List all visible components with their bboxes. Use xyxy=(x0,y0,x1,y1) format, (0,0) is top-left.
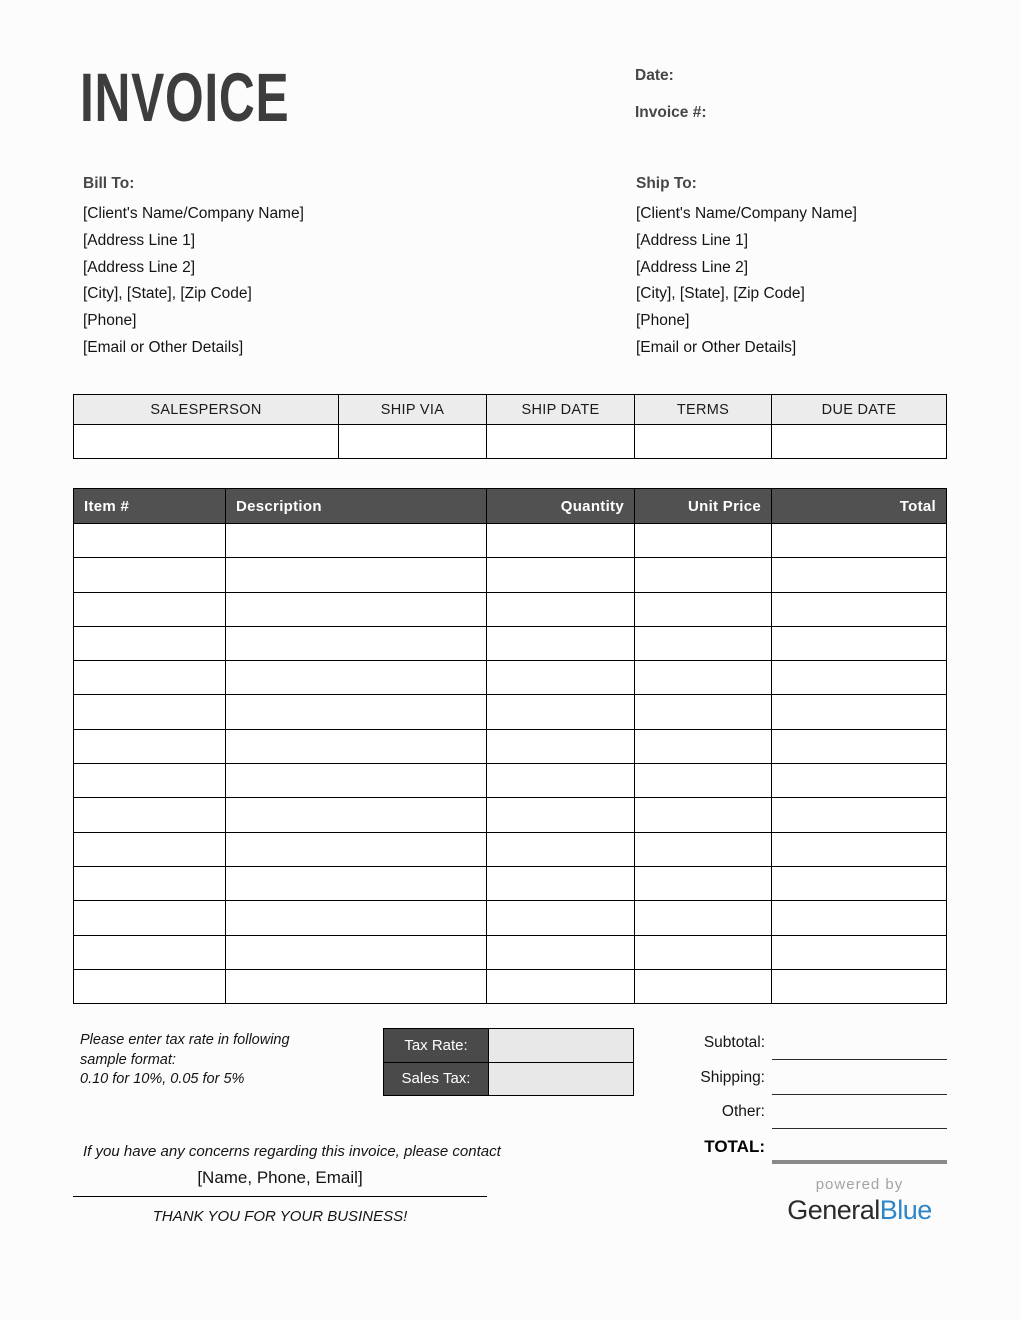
item-cell[interactable] xyxy=(226,626,487,660)
item-cell[interactable] xyxy=(772,626,947,660)
bill-to-line[interactable]: [Email or Other Details] xyxy=(83,338,244,356)
items-header-row xyxy=(74,489,947,524)
tax-note-line: sample format: xyxy=(80,1051,176,1068)
item-cell[interactable] xyxy=(74,695,226,729)
item-cell[interactable] xyxy=(635,969,772,1003)
item-cell[interactable] xyxy=(635,866,772,900)
sales-tax-input[interactable] xyxy=(489,1062,634,1096)
ship-to-line[interactable]: [Email or Other Details] xyxy=(636,338,797,356)
item-cell[interactable] xyxy=(74,626,226,660)
item-cell[interactable] xyxy=(226,832,487,866)
subtotal-row xyxy=(640,1026,947,1060)
item-cell[interactable] xyxy=(226,729,487,763)
table-row xyxy=(74,425,947,459)
item-cell[interactable] xyxy=(74,969,226,1003)
table-row xyxy=(74,695,947,729)
ship-to-line[interactable]: [Client's Name/Company Name] xyxy=(636,205,857,222)
table-row xyxy=(74,866,947,900)
shipping-field[interactable] xyxy=(772,1060,947,1094)
item-cell[interactable] xyxy=(487,524,635,558)
ship-via-header: SHIP VIA xyxy=(339,395,487,425)
bill-to-label: Bill To: xyxy=(83,175,135,192)
salesperson-header: SALESPERSON xyxy=(74,395,339,425)
item-cell[interactable] xyxy=(74,592,226,626)
item-cell[interactable] xyxy=(487,969,635,1003)
brand-blue-text: Blue xyxy=(879,1195,932,1225)
table-row xyxy=(74,901,947,935)
item-number-header: Item # xyxy=(74,489,226,524)
table-row xyxy=(74,798,947,832)
table-row xyxy=(74,524,947,558)
total-label: TOTAL: xyxy=(704,1136,765,1156)
contact-field[interactable]: [Name, Phone, Email] xyxy=(73,1168,487,1197)
table-row xyxy=(74,626,947,660)
items-table-body xyxy=(74,524,947,1004)
shipping-row xyxy=(640,1060,947,1094)
shipping-header-row xyxy=(74,395,947,425)
item-cell[interactable] xyxy=(226,524,487,558)
shipping-info-table xyxy=(73,394,947,459)
other-field[interactable] xyxy=(772,1095,947,1129)
general-blue-logo xyxy=(772,1176,947,1226)
total-field[interactable] xyxy=(772,1129,947,1163)
total-row xyxy=(640,1129,947,1163)
item-cell[interactable] xyxy=(74,729,226,763)
ship-to-line[interactable]: [Address Line 2] xyxy=(636,258,749,276)
item-cell[interactable] xyxy=(635,832,772,866)
subtotal-label: Subtotal: xyxy=(703,1034,765,1052)
item-cell[interactable] xyxy=(635,524,772,558)
item-cell[interactable] xyxy=(226,866,487,900)
item-cell[interactable] xyxy=(74,901,226,935)
item-cell[interactable] xyxy=(487,558,635,592)
quantity-header: Quantity xyxy=(487,489,635,524)
item-cell[interactable] xyxy=(772,798,947,832)
tax-note-line: Please enter tax rate in following xyxy=(80,1032,290,1048)
shipping-cell[interactable] xyxy=(635,425,772,459)
tax-note xyxy=(80,1031,290,1090)
item-cell[interactable] xyxy=(74,558,226,592)
shipping-cell[interactable] xyxy=(339,425,487,459)
totals-section xyxy=(640,1026,947,1164)
shipping-cell[interactable] xyxy=(74,425,339,459)
shipping-cell[interactable] xyxy=(772,425,947,459)
item-cell[interactable] xyxy=(226,969,487,1003)
item-cell[interactable] xyxy=(487,935,635,969)
due-date-header: DUE DATE xyxy=(772,395,947,425)
item-cell[interactable] xyxy=(772,764,947,798)
total-header: Total xyxy=(772,489,947,524)
thank-you-note: THANK YOU FOR YOUR BUSINESS! xyxy=(152,1208,408,1225)
item-cell[interactable] xyxy=(635,592,772,626)
tax-box xyxy=(383,1028,634,1096)
item-cell[interactable] xyxy=(74,832,226,866)
item-cell[interactable] xyxy=(772,695,947,729)
tax-rate-label: Tax Rate: xyxy=(384,1029,489,1063)
subtotal-field[interactable] xyxy=(772,1026,947,1060)
item-cell[interactable] xyxy=(74,798,226,832)
item-cell[interactable] xyxy=(772,969,947,1003)
item-cell[interactable] xyxy=(487,832,635,866)
shipping-cell[interactable] xyxy=(487,425,635,459)
bill-to-line[interactable]: [Address Line 1] xyxy=(83,231,196,249)
item-cell[interactable] xyxy=(226,661,487,695)
item-cell[interactable] xyxy=(487,626,635,660)
sales-tax-label: Sales Tax: xyxy=(384,1062,489,1096)
ship-to-line[interactable]: [Address Line 1] xyxy=(636,231,749,249)
item-cell[interactable] xyxy=(226,764,487,798)
shipping-label: Shipping: xyxy=(700,1068,765,1086)
brand-general-text: General xyxy=(787,1195,880,1225)
item-cell[interactable] xyxy=(487,729,635,763)
item-cell[interactable] xyxy=(74,524,226,558)
item-cell[interactable] xyxy=(487,764,635,798)
item-cell[interactable] xyxy=(226,935,487,969)
ship-date-header: SHIP DATE xyxy=(487,395,635,425)
item-cell[interactable] xyxy=(772,524,947,558)
item-cell[interactable] xyxy=(635,798,772,832)
bill-to-section xyxy=(83,175,503,362)
item-cell[interactable] xyxy=(635,695,772,729)
date-label: Date: xyxy=(635,67,674,84)
item-cell[interactable] xyxy=(635,626,772,660)
item-cell[interactable] xyxy=(772,935,947,969)
item-cell[interactable] xyxy=(635,661,772,695)
item-cell[interactable] xyxy=(772,558,947,592)
item-cell[interactable] xyxy=(635,558,772,592)
bill-to-line[interactable]: [Address Line 2] xyxy=(83,258,196,276)
description-header: Description xyxy=(226,489,487,524)
item-cell[interactable] xyxy=(226,798,487,832)
other-label: Other: xyxy=(721,1103,765,1121)
bill-to-line[interactable]: [Client's Name/Company Name] xyxy=(83,205,304,222)
item-cell[interactable] xyxy=(487,695,635,729)
item-cell[interactable] xyxy=(487,661,635,695)
item-cell[interactable] xyxy=(74,866,226,900)
table-row xyxy=(74,729,947,763)
item-cell[interactable] xyxy=(772,866,947,900)
items-table xyxy=(73,488,947,1004)
table-row xyxy=(74,969,947,1003)
item-cell[interactable] xyxy=(635,901,772,935)
tax-rate-input[interactable] xyxy=(489,1029,634,1063)
item-cell[interactable] xyxy=(635,764,772,798)
bill-to-line[interactable]: [City], [State], [Zip Code] xyxy=(83,285,252,303)
item-cell[interactable] xyxy=(487,798,635,832)
unit-price-header: Unit Price xyxy=(635,489,772,524)
item-cell[interactable] xyxy=(772,729,947,763)
table-row xyxy=(74,935,947,969)
ship-to-label: Ship To: xyxy=(636,175,697,192)
item-cell[interactable] xyxy=(487,592,635,626)
item-cell[interactable] xyxy=(772,661,947,695)
ship-to-section xyxy=(636,175,1020,362)
table-row xyxy=(74,764,947,798)
item-cell[interactable] xyxy=(772,832,947,866)
table-row xyxy=(74,832,947,866)
terms-header: TERMS xyxy=(635,395,772,425)
invoice-number-label: Invoice #: xyxy=(635,104,707,121)
powered-by-label: powered by xyxy=(815,1176,904,1193)
contact-note: If you have any concerns regarding this invoice, please contact xyxy=(83,1143,501,1160)
item-cell[interactable] xyxy=(772,592,947,626)
other-row xyxy=(640,1095,947,1129)
item-cell[interactable] xyxy=(487,866,635,900)
table-row xyxy=(74,558,947,592)
item-cell[interactable] xyxy=(487,901,635,935)
tax-note-line: 0.10 for 10%, 0.05 for 5% xyxy=(80,1071,245,1087)
item-cell[interactable] xyxy=(226,558,487,592)
item-cell[interactable] xyxy=(226,901,487,935)
table-row xyxy=(74,661,947,695)
bill-to-line[interactable]: [Phone] xyxy=(83,312,137,330)
item-cell[interactable] xyxy=(226,592,487,626)
table-row xyxy=(74,592,947,626)
item-cell[interactable] xyxy=(635,935,772,969)
ship-to-line[interactable]: [Phone] xyxy=(636,312,690,330)
item-cell[interactable] xyxy=(226,695,487,729)
brand-name xyxy=(772,1195,947,1226)
page-title: INVOICE xyxy=(80,59,290,136)
shipping-table-body xyxy=(74,425,947,459)
ship-to-line[interactable]: [City], [State], [Zip Code] xyxy=(636,285,805,303)
item-cell[interactable] xyxy=(74,764,226,798)
item-cell[interactable] xyxy=(74,935,226,969)
item-cell[interactable] xyxy=(635,729,772,763)
item-cell[interactable] xyxy=(772,901,947,935)
item-cell[interactable] xyxy=(74,661,226,695)
